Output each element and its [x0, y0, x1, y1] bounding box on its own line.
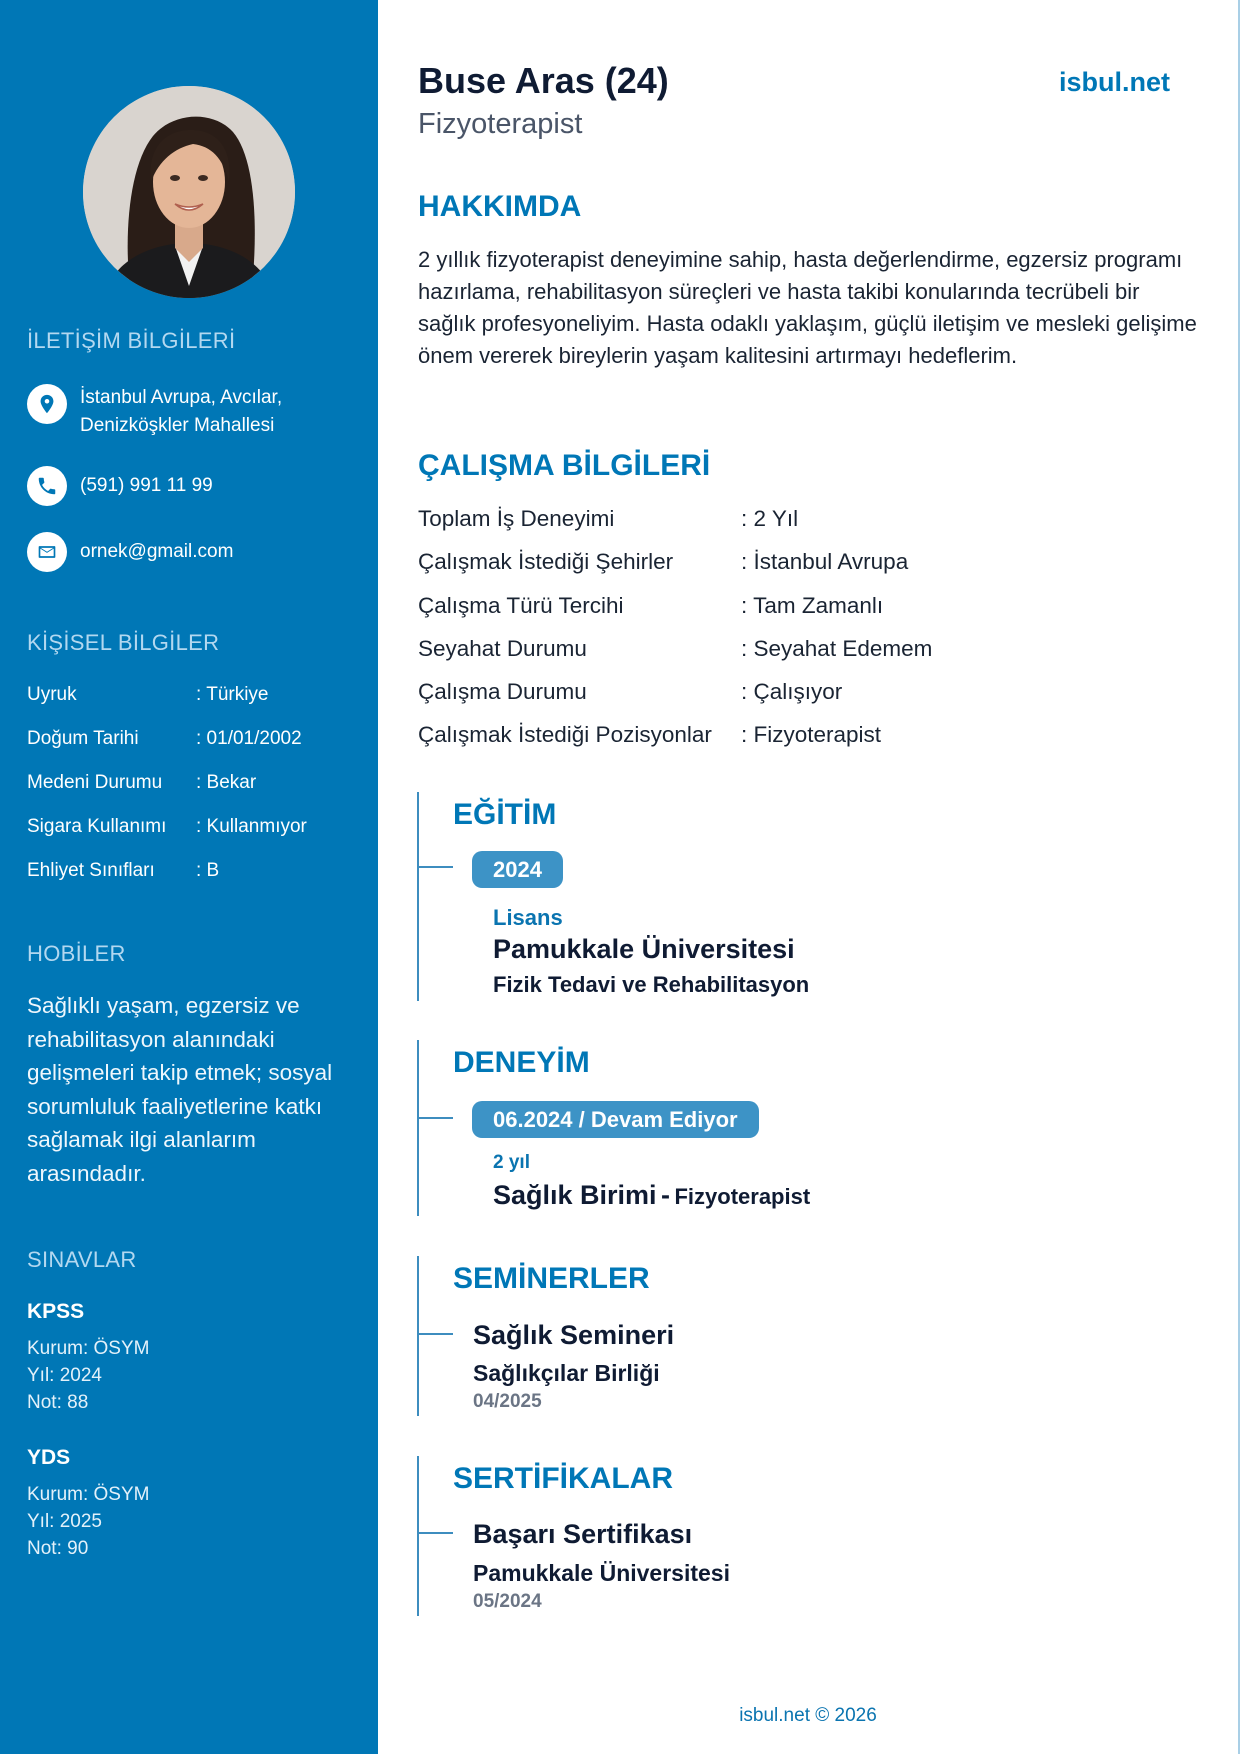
experience-position: Fizyoterapist — [674, 1184, 811, 1209]
personal-label: Sigara Kullanımı — [27, 816, 167, 837]
work-row — [418, 593, 883, 619]
work-value: : Çalışıyor — [741, 679, 843, 704]
contact-address — [27, 384, 282, 440]
exam-year: Yıl: 2025 — [27, 1511, 102, 1532]
experience-separator: - — [661, 1180, 671, 1210]
contact-heading: İLETİŞİM BİLGİLERİ — [27, 328, 236, 353]
work-row — [418, 722, 881, 748]
certificates-heading: SERTİFİKALAR — [453, 1462, 673, 1495]
certificate-title: Başarı Sertifikası — [473, 1519, 693, 1549]
seminars-heading: SEMİNERLER — [453, 1262, 650, 1295]
email-address[interactable]: ornek@gmail.com — [80, 541, 234, 562]
contact-email — [27, 532, 233, 572]
address-line-2: Denizköşkler Mahallesi — [80, 415, 275, 436]
work-row — [418, 506, 798, 532]
footer-text: isbul.net © 2026 — [739, 1705, 877, 1726]
exam-name: YDS — [27, 1446, 71, 1469]
certificate-date: 05/2024 — [473, 1591, 542, 1612]
personal-row — [27, 860, 219, 882]
contact-phone — [27, 466, 213, 506]
phone-number[interactable]: (591) 991 11 99 — [80, 475, 213, 496]
experience-company: Sağlık Birimi — [493, 1180, 657, 1210]
work-label: Çalışmak İstediği Pozisyonlar — [418, 722, 712, 747]
experience-duration: 2 yıl — [493, 1152, 530, 1173]
sidebar — [0, 0, 378, 1754]
certificates-timeline-tick — [417, 1532, 453, 1534]
work-value: : Tam Zamanlı — [741, 593, 884, 618]
exam-score: Not: 90 — [27, 1538, 89, 1559]
personal-value: : Türkiye — [196, 684, 269, 705]
work-label: Çalışma Durumu — [418, 679, 587, 704]
personal-row — [27, 816, 307, 838]
personal-label: Uyruk — [27, 684, 77, 705]
personal-row — [27, 684, 269, 706]
exams-heading: SINAVLAR — [27, 1247, 137, 1272]
exam-year: Yıl: 2024 — [27, 1365, 102, 1386]
candidate-title: Fizyoterapist — [418, 108, 583, 140]
hobbies-text: Sağlıklı yaşam, egzersiz ve rehabilitasyon alanındaki gelişmeleri takip etmek; sosyal sorumluluk faaliyetlerine katkı sağlamak ilgi alanlarım arasındadır. — [27, 993, 333, 1186]
work-label: Çalışma Türü Tercihi — [418, 593, 624, 618]
exam-institution: Kurum: ÖSYM — [27, 1338, 150, 1359]
work-value: : 2 Yıl — [741, 506, 799, 531]
seminar-title: Sağlık Semineri — [473, 1320, 675, 1350]
personal-value: : B — [196, 860, 220, 881]
candidate-name: Buse Aras (24) — [418, 60, 669, 101]
work-value: : İstanbul Avrupa — [741, 549, 909, 574]
personal-value: : Kullanmıyor — [196, 816, 307, 837]
profile-photo — [83, 86, 295, 298]
seminars-timeline-line — [417, 1256, 419, 1416]
seminar-organization: Sağlıkçılar Birliği — [473, 1360, 660, 1386]
page-edge-divider — [1238, 0, 1240, 1754]
address-line-1: İstanbul Avrupa, Avcılar, — [80, 387, 283, 408]
work-heading: ÇALIŞMA BİLGİLERİ — [418, 449, 711, 482]
personal-label: Medeni Durumu — [27, 772, 163, 793]
about-heading: HAKKIMDA — [418, 190, 582, 223]
experience-timeline-tick — [417, 1117, 453, 1119]
seminar-date: 04/2025 — [473, 1391, 542, 1412]
avatar — [83, 86, 295, 298]
education-school: Pamukkale Üniversitesi — [493, 934, 795, 964]
education-degree: Lisans — [493, 905, 563, 930]
work-label: Toplam İş Deneyimi — [418, 506, 615, 531]
personal-value: : 01/01/2002 — [196, 728, 302, 749]
work-row — [418, 636, 932, 662]
experience-period-badge: 06.2024 / Devam Ediyor — [472, 1101, 759, 1138]
education-field: Fizik Tedavi ve Rehabilitasyon — [493, 972, 810, 997]
personal-value: : Bekar — [196, 772, 257, 793]
location-pin-icon — [27, 384, 67, 424]
exam-score: Not: 88 — [27, 1392, 89, 1413]
education-timeline-tick — [417, 866, 453, 868]
brand-link[interactable]: isbul.net — [1059, 67, 1171, 97]
experience-line — [493, 1180, 810, 1211]
experience-heading: DENEYİM — [453, 1046, 590, 1079]
experience-timeline-line — [417, 1040, 419, 1216]
work-value: : Fizyoterapist — [741, 722, 882, 747]
work-value: : Seyahat Edemem — [741, 636, 933, 661]
exam-name: KPSS — [27, 1300, 85, 1323]
personal-label: Ehliyet Sınıfları — [27, 860, 155, 881]
phone-icon — [27, 466, 67, 506]
personal-label: Doğum Tarihi — [27, 728, 139, 749]
education-timeline-line — [417, 792, 419, 1001]
work-row — [418, 679, 842, 705]
work-label: Seyahat Durumu — [418, 636, 587, 661]
about-text: 2 yıllık fizyoterapist deneyimine sahip, hasta değerlendirme, egzersiz programı hazırlama, rehabilitasyon süreçleri ve hasta takibi konularında tecrübeli bir sağlık profesyoneliyim. Hasta odaklı yaklaşım, güçlü iletişim ve mesleki gelişime önem vererek bireylerin yaşam kalitesini artırmayı hedeflerim. — [418, 247, 1197, 368]
personal-row — [27, 728, 302, 750]
education-year-badge: 2024 — [472, 851, 563, 888]
work-label: Çalışmak İstediği Şehirler — [418, 549, 674, 574]
personal-row — [27, 772, 256, 794]
work-row — [418, 549, 908, 575]
certificate-organization: Pamukkale Üniversitesi — [473, 1560, 730, 1586]
hobbies-heading: HOBİLER — [27, 941, 126, 966]
certificates-timeline-line — [417, 1456, 419, 1616]
seminars-timeline-tick — [417, 1333, 453, 1335]
exam-institution: Kurum: ÖSYM — [27, 1484, 150, 1505]
education-heading: EĞİTİM — [453, 798, 557, 831]
mail-icon — [27, 532, 67, 572]
personal-heading: KİŞİSEL BİLGİLER — [27, 630, 220, 655]
